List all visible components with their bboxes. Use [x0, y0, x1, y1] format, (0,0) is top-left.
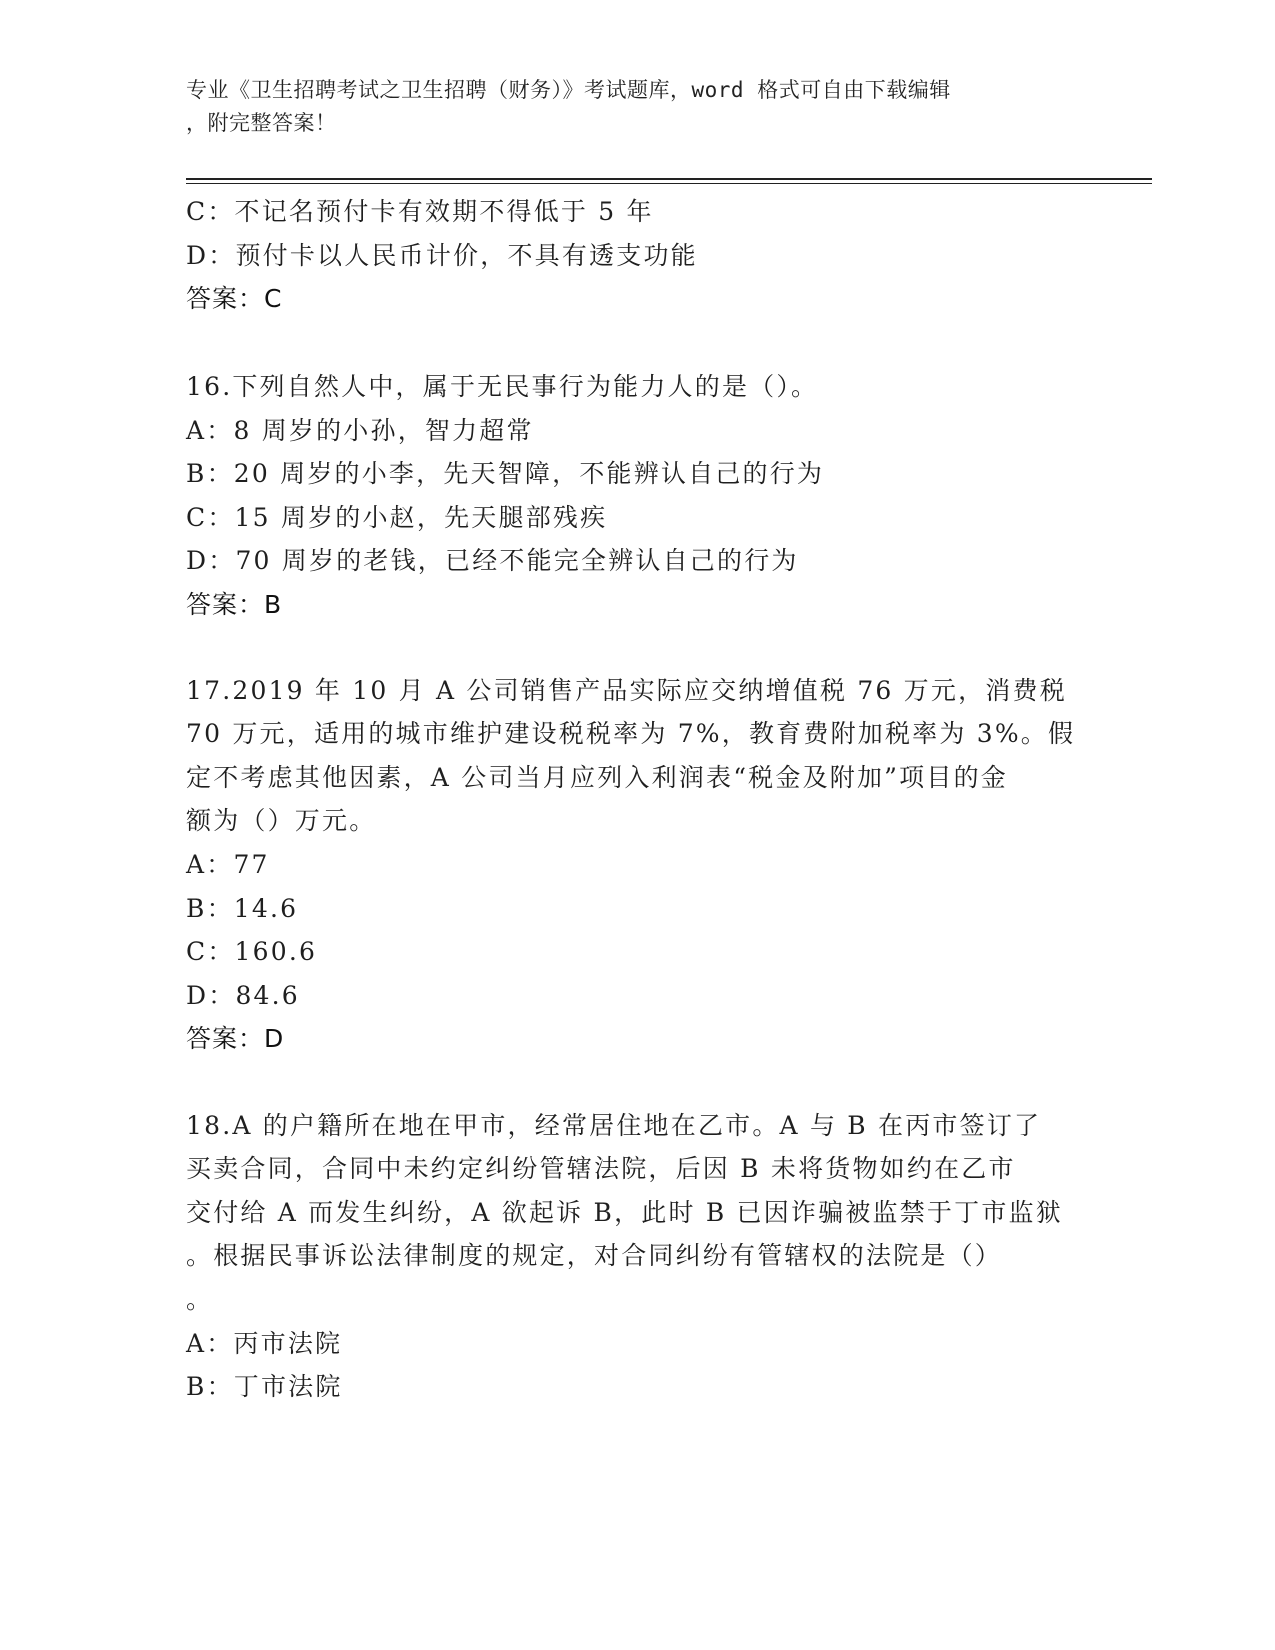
document-header [186, 74, 1066, 140]
header-line-2: ，附完整答案！ [186, 111, 337, 135]
q18-stem-line-4: 。根据民事诉讼法律制度的规定，对合同纠纷有管辖权的法院是（） [186, 1241, 1003, 1270]
header-line-1: 专业《卫生招聘考试之卫生招聘（财务）》考试题库，word 格式可自由下载编辑 [186, 78, 951, 102]
q16-option-a: A：8 周岁的小孙，智力超常 [186, 416, 534, 445]
q17-stem-line-4: 额为（）万元。 [186, 806, 377, 835]
q16-answer: 答案：B [186, 590, 283, 619]
q16-stem: 16.下列自然人中，属于无民事行为能力人的是（）。 [186, 372, 819, 401]
q16-option-d: D：70 周岁的老钱，已经不能完全辨认自己的行为 [186, 546, 799, 575]
q15-option-d: D：预付卡以人民币计价，不具有透支功能 [186, 241, 698, 270]
q17-stem-line-1: 17.2019 年 10 月 A 公司销售产品实际应交纳增值税 76 万元，消费税 [186, 676, 1067, 705]
q17-option-c: C：160.6 [186, 937, 318, 966]
q17-option-a: A：77 [186, 850, 270, 879]
q17-stem-line-3: 定不考虑其他因素，A 公司当月应列入利润表“税金及附加”项目的金 [186, 763, 1008, 792]
q18-stem-line-1: 18.A 的户籍所在地在甲市，经常居住地在乙市。A 与 B 在丙市签订了 [186, 1111, 1042, 1140]
header-divider-thin [186, 183, 1152, 184]
q17-stem-line-2: 70 万元，适用的城市维护建设税税率为 7%，教育费附加税率为 3%。假 [186, 719, 1076, 748]
q16-option-b: B：20 周岁的小李，先天智障，不能辨认自己的行为 [186, 459, 825, 488]
q16-option-c: C：15 周岁的小赵，先天腿部残疾 [186, 503, 608, 532]
q18-stem-line-2: 买卖合同，合同中未约定纠纷管辖法院，后因 B 未将货物如约在乙市 [186, 1154, 1016, 1183]
q17-option-d: D：84.6 [186, 981, 300, 1010]
q18-option-a: A：丙市法院 [186, 1329, 343, 1358]
header-divider-thick [186, 178, 1152, 180]
q18-stem-line-5: 。 [186, 1285, 214, 1314]
q18-option-b: B：丁市法院 [186, 1372, 343, 1401]
q18-stem-line-3: 交付给 A 而发生纠纷，A 欲起诉 B，此时 B 已因诈骗被监禁于丁市监狱 [186, 1198, 1063, 1227]
q17-option-b: B：14.6 [186, 894, 299, 923]
q15-answer: 答案：C [186, 284, 283, 313]
q17-answer: 答案：D [186, 1024, 285, 1053]
q15-option-c: C：不记名预付卡有效期不得低于 5 年 [186, 197, 654, 226]
